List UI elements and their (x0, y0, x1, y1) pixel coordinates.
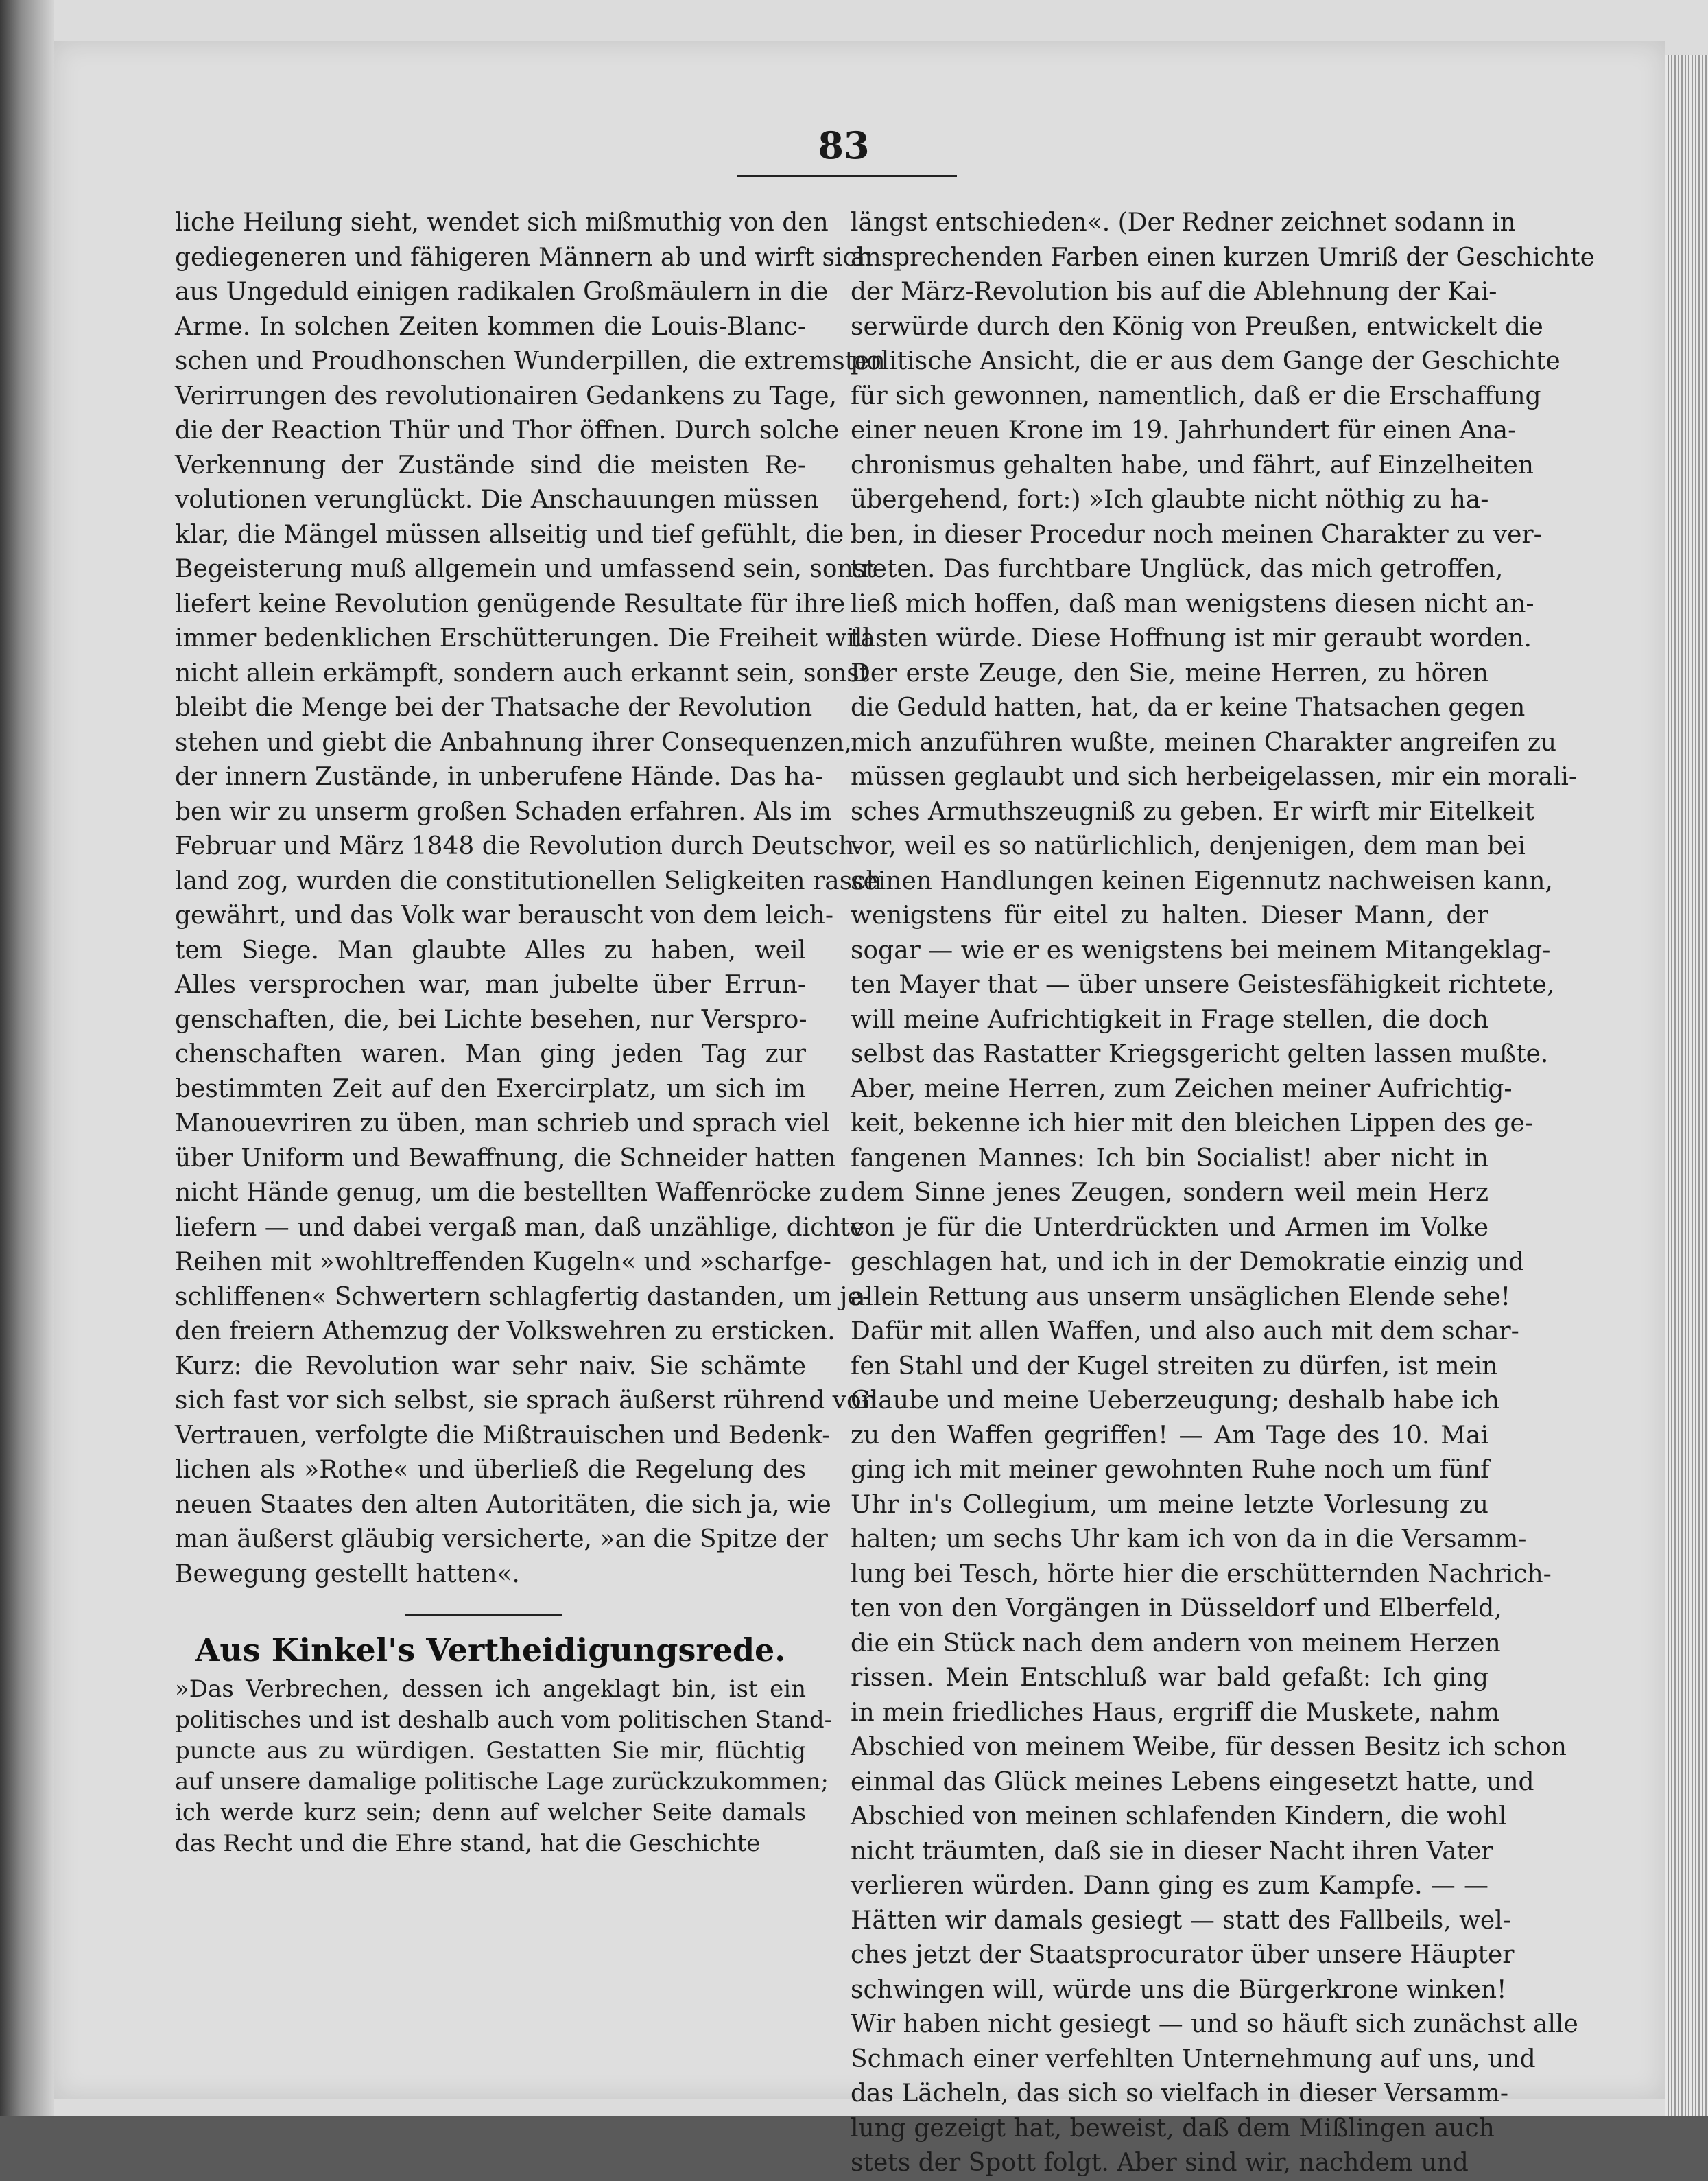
text-line: seinen Handlungen keinen Eigennutz nachweisen kann, (851, 866, 1553, 895)
page-number: 83 (818, 123, 870, 167)
text-line: übergehend, fort:) »Ich glaubte nicht nöthig zu ha- (851, 486, 1489, 514)
text-line: der März-Revolution bis auf die Ablehnung der Kai- (851, 278, 1497, 306)
text-line: einer neuen Krone im 19. Jahrhundert für einen Ana- (851, 416, 1517, 445)
text-line: bestimmten Zeit auf den Exercirplatz, um sich im (175, 1074, 806, 1103)
text-line: »Das Verbrechen, dessen ich angeklagt bin, ist ein (175, 1675, 806, 1703)
text-line: sich fast vor sich selbst, sie sprach äußerst rührend von (175, 1387, 877, 1415)
text-line: Alles versprochen war, man jubelte über Errun- (175, 971, 806, 999)
text-line: Schmach einer verfehlten Unternehmung auf uns, und (851, 2044, 1536, 2073)
text-line: Wir haben nicht gesiegt — und so häuft sich zunächst alle (851, 2010, 1578, 2038)
text-line: chenschaften waren. Man ging jeden Tag zur (175, 1040, 806, 1068)
text-line: Hätten wir damals gesiegt — statt des Fallbeils, wel- (851, 1906, 1511, 1935)
left-column-continued (175, 1674, 833, 1859)
text-line: keit, bekenne ich hier mit den bleichen Lippen des ge- (851, 1109, 1533, 1137)
text-line: ches jetzt der Staatsprocurator über unsere Häupter (851, 1941, 1515, 1969)
text-line: Uhr in's Collegium, um meine letzte Vorlesung zu (851, 1490, 1488, 1519)
section-title: Aus Kinkel's Vertheidigungsrede. (195, 1631, 786, 1669)
text-line: puncte aus zu würdigen. Gestatten Sie mir, flüchtig (175, 1737, 806, 1765)
text-line: politisches und ist deshalb auch vom politischen Stand- (175, 1706, 833, 1734)
text-line: für sich gewonnen, namentlich, daß er die Erschaffung (851, 381, 1541, 410)
text-line: genschaften, die, bei Lichte besehen, nur Verspro- (175, 1005, 807, 1034)
text-line: man äußerst gläubig versicherte, »an die Spitze der (175, 1525, 828, 1553)
text-line: allein Rettung aus unserm unsäglichen Elende sehe! (851, 1282, 1511, 1311)
text-line: treten. Das furchtbare Unglück, das mich getroffen, (851, 555, 1504, 583)
text-line: geschlagen hat, und ich in der Demokratie einzig und (851, 1248, 1525, 1276)
text-line: ließ mich hoffen, daß man wenigstens diesen nicht an- (851, 589, 1534, 618)
text-line: vor, weil es so natürlichlich, denjenigen, dem man bei (851, 832, 1526, 860)
text-line: politische Ansicht, die er aus dem Gange der Geschichte (851, 347, 1561, 375)
text-line: klar, die Mängel müssen allseitig und tief gefühlt, die (175, 520, 844, 549)
header-rule (737, 175, 957, 177)
text-line: Verkennung der Zustände sind die meisten Re- (175, 451, 806, 480)
text-line: nicht träumten, daß sie in dieser Nacht ihren Vater (851, 1837, 1493, 1865)
text-line: wenigstens für eitel zu halten. Dieser Mann, der (851, 901, 1488, 930)
text-line: Bewegung gestellt hatten«. (175, 1559, 520, 1588)
text-line: die ein Stück nach dem andern von meinem Herzen (851, 1629, 1501, 1658)
text-line: ben, in dieser Procedur noch meinen Charakter zu ver- (851, 520, 1542, 549)
text-line: die der Reaction Thür und Thor öffnen. Durch solche (175, 416, 840, 445)
text-line: nicht allein erkämpft, sondern auch erkannt sein, sonst (175, 659, 870, 687)
text-line: lung bei Tesch, hörte hier die erschütternden Nachrich- (851, 1559, 1552, 1588)
text-line: schwingen will, würde uns die Bürgerkrone winken! (851, 1975, 1507, 2004)
text-line: ging ich mit meiner gewohnten Ruhe noch um fünf (851, 1456, 1490, 1484)
text-line: lichen als »Rothe« und überließ die Regelung des (175, 1456, 806, 1484)
text-line: Glaube und meine Ueberzeugung; deshalb habe ich (851, 1387, 1499, 1415)
text-line: tem Siege. Man glaubte Alles zu haben, weil (175, 936, 806, 965)
text-line: Vertrauen, verfolgte die Mißtrauischen und Bedenk- (175, 1421, 831, 1450)
text-line: sches Armuthszeugniß zu geben. Er wirft mir Eitelkeit (851, 797, 1534, 826)
text-line: halten; um sechs Uhr kam ich von da in die Versamm- (851, 1525, 1527, 1553)
text-line: fangenen Mannes: Ich bin Socialist! aber nicht in (851, 1144, 1488, 1172)
text-line: Abschied von meinen schlafenden Kindern, die wohl (851, 1802, 1507, 1830)
text-line: über Uniform und Bewaffnung, die Schneider hatten (175, 1144, 836, 1172)
text-line: Verirrungen des revolutionairen Gedankens zu Tage, (175, 381, 837, 410)
text-line: Begeisterung muß allgemein und umfassend sein, sonst (175, 555, 876, 583)
text-line: ansprechenden Farben einen kurzen Umriß der Geschichte (851, 243, 1595, 272)
text-line: fen Stahl und der Kugel streiten zu dürfen, ist mein (851, 1352, 1498, 1380)
text-line: chronismus gehalten habe, und fährt, auf Einzelheiten (851, 451, 1534, 480)
text-line: Reihen mit »wohltreffenden Kugeln« und »scharfge- (175, 1248, 831, 1276)
text-line: liche Heilung sieht, wendet sich mißmuthig von den (175, 209, 829, 237)
text-line: schen und Proudhonschen Wunderpillen, die extremsten (175, 347, 886, 375)
text-line: immer bedenklichen Erschütterungen. Die Freiheit will (175, 624, 870, 652)
text-line: gediegeneren und fähigeren Männern ab und wirft sich (175, 243, 873, 272)
text-line: Manouevriren zu üben, man schrieb und sprach viel (175, 1109, 830, 1137)
left-column (175, 206, 886, 1592)
text-line: gewährt, und das Volk war berauscht von dem leich- (175, 901, 834, 930)
text-line: schliffenen« Schwertern schlagfertig dastanden, um je- (175, 1282, 870, 1311)
text-line: längst entschieden«. (Der Redner zeichnet sodann in (851, 209, 1516, 237)
text-line: Abschied von meinem Weibe, für dessen Besitz ich schon (851, 1733, 1567, 1761)
text-line: stehen und giebt die Anbahnung ihrer Consequenzen, (175, 728, 852, 757)
text-line: lung gezeigt hat, beweist, daß dem Mißlingen auch (851, 2114, 1495, 2143)
text-line: ben wir zu unserm großen Schaden erfahren. Als im (175, 797, 832, 826)
text-line: bleibt die Menge bei der Thatsache der Revolution (175, 694, 813, 722)
text-line: volutionen verunglückt. Die Anschauungen müssen (175, 486, 819, 514)
text-line: müssen geglaubt und sich herbeigelassen, mir ein morali- (851, 763, 1577, 791)
text-line: ten von den Vorgängen in Düsseldorf und Elberfeld, (851, 1594, 1502, 1623)
text-line: den freiern Athemzug der Volkswehren zu ersticken. (175, 1317, 835, 1345)
text-line: aus Ungeduld einigen radikalen Großmäulern in die (175, 278, 829, 306)
text-line: Der erste Zeuge, den Sie, meine Herren, zu hören (851, 659, 1488, 687)
text-line: das Lächeln, das sich so vielfach in dieser Versamm- (851, 2079, 1509, 2108)
text-line: zu den Waffen gegriffen! — Am Tage des 10. Mai (851, 1421, 1488, 1450)
text-line: stets der Spott folgt. Aber sind wir, nachdem und (851, 2149, 1469, 2177)
text-line: Februar und März 1848 die Revolution durch Deutsch- (175, 832, 863, 860)
text-line: in mein friedliches Haus, ergriff die Muskete, nahm (851, 1698, 1500, 1727)
text-line: mich anzuführen wußte, meinen Charakter angreifen zu (851, 728, 1557, 757)
text-line: serwürde durch den König von Preußen, entwickelt die (851, 312, 1543, 341)
text-line: Arme. In solchen Zeiten kommen die Louis-Blanc- (175, 312, 806, 341)
text-line: Dafür mit allen Waffen, und also auch mit dem schar- (851, 1317, 1519, 1345)
text-line: Aber, meine Herren, zum Zeichen meiner Aufrichtig- (851, 1074, 1513, 1103)
book-spine (0, 0, 54, 2116)
text-line: von je für die Unterdrückten und Armen im Volke (851, 1213, 1488, 1242)
text-line: liefert keine Revolution genügende Resultate für ihre (175, 589, 846, 618)
page-edges (1665, 55, 1708, 2116)
text-line: Kurz: die Revolution war sehr naiv. Sie schämte (175, 1352, 806, 1380)
text-line: das Recht und die Ehre stand, hat die Geschichte (175, 1830, 761, 1857)
section-divider (405, 1614, 562, 1616)
text-line: sogar — wie er es wenigstens bei meinem Mitangeklag- (851, 936, 1551, 965)
text-line: liefern — und dabei vergaß man, daß unzählige, dichte (175, 1213, 865, 1242)
text-line: will meine Aufrichtigkeit in Frage stellen, die doch (851, 1005, 1488, 1034)
text-line: ten Mayer that — über unsere Geistesfähigkeit richtete, (851, 971, 1555, 999)
text-line: nicht Hände genug, um die bestellten Waffenröcke zu (175, 1179, 849, 1207)
text-line: die Geduld hatten, hat, da er keine Thatsachen gegen (851, 694, 1526, 722)
text-line: selbst das Rastatter Kriegsgericht gelten lassen mußte. (851, 1040, 1549, 1068)
text-line: verlieren würden. Dann ging es zum Kampfe. — — (851, 1872, 1488, 1900)
text-line: auf unsere damalige politische Lage zurückzukommen; (175, 1768, 829, 1795)
text-line: dem Sinne jenes Zeugen, sondern weil mein Herz (851, 1179, 1488, 1207)
text-line: neuen Staates den alten Autoritäten, die sich ja, wie (175, 1490, 831, 1519)
text-line: der innern Zustände, in unberufene Hände. Das ha- (175, 763, 824, 791)
text-line: land zog, wurden die constitutionellen Seligkeiten rasch (175, 866, 882, 895)
text-line: einmal das Glück meines Lebens eingesetzt hatte, und (851, 1767, 1534, 1796)
text-line: rissen. Mein Entschluß war bald gefaßt: Ich ging (851, 1664, 1488, 1692)
text-line: ich werde kurz sein; denn auf welcher Seite damals (175, 1799, 806, 1826)
text-line: tasten würde. Diese Hoffnung ist mir geraubt worden. (851, 624, 1532, 652)
right-column (851, 206, 1595, 2181)
